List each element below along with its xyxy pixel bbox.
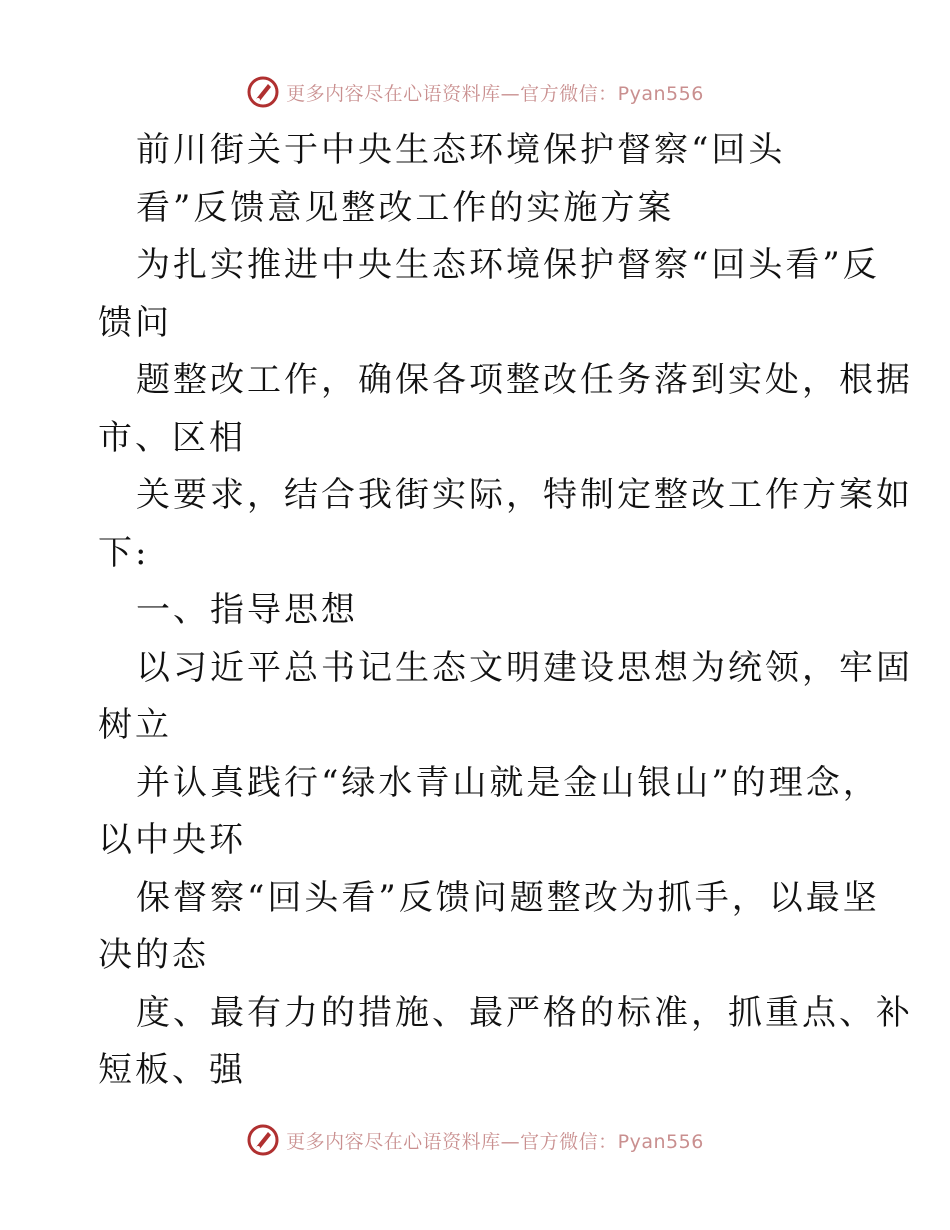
paragraph-line: 以中央环 [98,820,246,860]
paragraph-line: 度、最有力的措施、最严格的标准，抓重点、补 [136,992,913,1033]
document-title-line-2: 看”反馈意见整改工作的实施方案 [136,187,675,228]
paragraph-line: 下: [98,532,150,573]
header-watermark-text: 更多内容尽在心语资料库—官方微信：Pyan556 [286,82,704,105]
footer-watermark-text: 更多内容尽在心语资料库—官方微信：Pyan556 [286,1130,704,1153]
document-title-line-1: 前川街关于中央生态环境保护督察“回头 [136,130,786,170]
section-heading: 一、指导思想 [136,590,358,630]
pen-logo-icon [246,75,280,109]
footer-watermark-banner [0,1120,950,1160]
paragraph-line: 以习近平总书记生态文明建设思想为统领，牢固 [136,647,913,688]
paragraph-line: 为扎实推进中央生态环境保护督察“回头看”反 [136,245,880,285]
paragraph-line: 题整改工作，确保各项整改任务落到实处，根据 [136,360,913,400]
paragraph-line: 树立 [98,705,172,745]
paragraph-line: 决的态 [98,935,209,975]
pen-logo-icon [246,1123,280,1157]
paragraph-line: 并认真践行“绿水青山就是金山银山”的理念， [136,762,880,803]
paragraph-line: 馈问 [98,302,172,343]
header-watermark-banner [0,72,950,112]
paragraph-line: 关要求，结合我街实际，特制定整改工作方案如 [136,475,913,515]
paragraph-line: 保督察“回头看”反馈问题整改为抓手，以最坚 [136,877,880,918]
document-body [98,122,913,1100]
paragraph-line: 市、区相 [98,417,246,458]
paragraph-line: 短板、强 [98,1050,246,1090]
